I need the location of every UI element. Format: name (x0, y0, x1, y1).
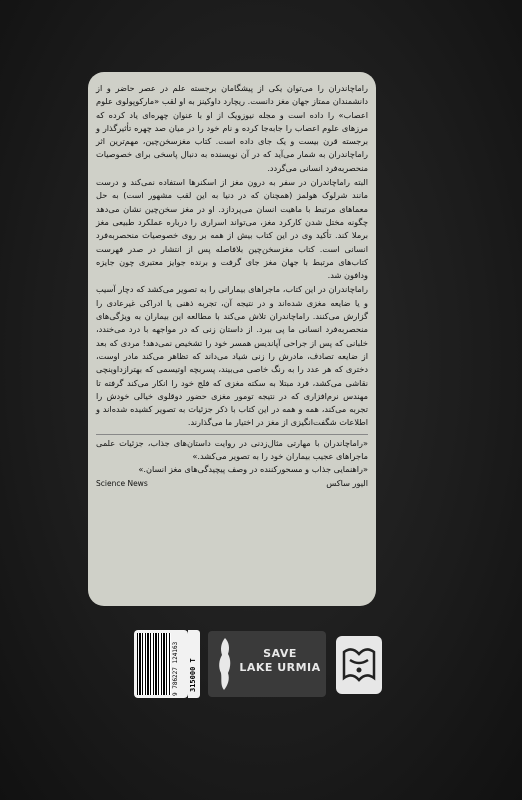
badge-line-2: LAKE URMIA (239, 661, 321, 674)
blurb-paragraph-1: راماچاندران را می‌توان یکی از پیشگامان برجسته علم در عصر حاضر و از دانشمندان ممتاز جهان مغز دانست. ریچارد داوکینز به او لقب «مارکوپولوی علوم اعصاب» را داده است و مجله نیوزویک از او با عنوان چهره‌ای یاد کرده که مرزهای علوم اعصاب را جابه‌جا کرده و نام خود را در میان صد چهره تأثیرگذار و برجسته قرن بیست و یک جای داده است. کتاب مغزسخن‌چین، مهم‌ترین اثر راماچاندران به شمار می‌آید که در آن نویسنده به دنبال پاسخی برای خصوصیات منحصربه‌فرد انسانی می‌گردد. (96, 83, 368, 173)
review-source-1: Science News (96, 478, 148, 488)
price-tag (188, 630, 200, 698)
save-lake-urmia-badge (208, 631, 326, 697)
price-code: 315000 T (189, 658, 197, 692)
publisher-logo (336, 636, 382, 694)
isbn-barcode (134, 630, 188, 698)
blurb-paragraph-2: البته راماچاندران در سفر به درون مغز از اسکنر‌ها استفاده نمی‌کند و درست مانند شرلوک هولمز (همچنان که در دنیا به این لقب مشهور است) به حل معماهای مرتبط با ماهیت انسان می‌پردازد. او در مغز سخن‌چین نشان می‌دهد چگونه مختل شدن کارکرد مغز، می‌تواند اسراری را درباره عملکرد طبیعی مغز برملا کند. تأکید وی در این کتاب بیش از همه بر روی خصوصیات منحصربه‌فرد انسانی است. کتاب مغزسخن‌چین بلافاصله پس از انتشار در صدر فهرست کتاب‌های مرتبط با جهان مغز جای گرفت و برنده جوایز معتبری چون جایزه ودافون شد. (96, 177, 368, 281)
isbn-number: 9 786227 124163 (172, 641, 179, 696)
review-quote-2: «راهنمایی جذاب و مسحورکننده در وصف پیچیدگی‌های مغز انسان.» (138, 464, 368, 475)
lake-urmia-icon (216, 637, 234, 691)
badge-line-1: SAVE (263, 647, 297, 660)
review-quotes (96, 434, 368, 490)
blurb-panel (88, 72, 376, 606)
publisher-logo-icon (340, 642, 378, 688)
review-quote-1: «راماچاندران با مهارتی مثال‌زدنی در روایت داستان‌های جذاب، جزئیات علمی ماجراهای عجیب بیماران خود را به تصویر می‌کشد.» (96, 437, 368, 462)
blurb-paragraph-3: راماچاندران در این کتاب، ماجراهای بیمارانی را به تصویر می‌کشد که دچار آسیب و یا ضایعه مغزی شده‌اند و در نتیجه آن، تجربه ذهنی یا ادراکی غیرعادی را گزارش می‌کنند. راماچاندران تلاش می‌کند با مطالعه این بیماران به ویژگی‌های منحصربه‌فرد انسانی ما پی ببرد. از داستان زنی که در مواجهه با درد می‌خندد، خلبانی که پس از جراحی آپاندیس همسر خود را تشخیص نمی‌دهد! مردی که بعد از ضایعه تصادف، مادرش را زنی شیاد می‌داند که تظاهر می‌کند مادر اوست، دختری که هر عدد را به رنگ خاصی می‌بیند، پسربچه اوتیسمی که بهترازداوینچی نقاشی می‌کشد، فرد مبتلا به سکته مغزی که فلج خود را انکار می‌کند گرفته تا مهندس نرم‌افزاری که در نتیجه تومور مغزی حضور دوقلوی خیالی خودش را تجربه می‌کند، همه و همه در این کتاب با ذکر جزئیات به تصویر کشیده شده‌اند و اطلاعات شگفت‌انگیزی از مغز در اختیار ما می‌گذارند. (96, 284, 368, 428)
badge-text (238, 647, 322, 675)
review-source-2: الیور ساکس (326, 477, 368, 488)
barcode-bars (137, 633, 171, 695)
